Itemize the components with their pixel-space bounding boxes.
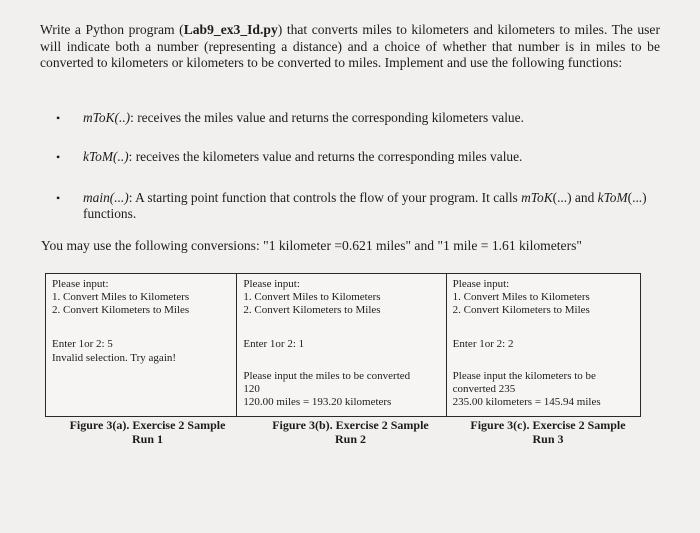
menu-line: 1. Convert Miles to Kilometers: [243, 291, 381, 303]
output-line: 120: [243, 383, 260, 395]
caption-line: Run 1: [131, 432, 163, 446]
output-line: 235.00 kilometers = 145.94 miles: [452, 396, 601, 408]
menu-line: 2. Convert Kilometers to Miles: [243, 304, 381, 316]
caption-line: Figure 3(c). Exercise 2 Sample: [470, 418, 626, 432]
menu-line: Please input:: [52, 278, 109, 290]
bullet-icon: •: [56, 191, 61, 205]
menu-text: [453, 278, 590, 317]
function-call: kToM: [597, 190, 628, 205]
output-line: converted 235: [452, 383, 516, 395]
output-line: 120.00 miles = 193.20 kilometers: [243, 396, 392, 408]
function-name: main(...): [83, 190, 129, 205]
choice-prompt: Enter 1or 2: 5: [52, 338, 113, 350]
function-name: mToK(..): [83, 110, 131, 125]
function-description: : receives the kilometers value and returns the corresponding miles value.: [128, 149, 523, 164]
assignment-intro: [40, 22, 660, 72]
conversion-note: You may use the following conversions: "1 kilometer =0.621 miles" and "1 mile = 1.61 kilometers": [41, 238, 582, 253]
menu-line: 2. Convert Kilometers to Miles: [452, 304, 590, 316]
sample-run-1: [46, 274, 237, 416]
sample-run-3: [447, 274, 640, 416]
figure-caption: [448, 418, 648, 446]
caption-line: Run 3: [532, 432, 564, 446]
choice-prompt: Enter 1or 2: 2: [452, 338, 514, 350]
menu-text: [52, 278, 189, 317]
menu-line: Please input:: [243, 278, 300, 290]
output-line: Please input the kilometers to be: [452, 370, 596, 382]
function-description-end: (...) functions.: [83, 190, 647, 221]
caption-line: Figure 3(a). Exercise 2 Sample: [69, 418, 226, 432]
menu-line: 2. Convert Kilometers to Miles: [52, 304, 190, 316]
output-line: Please input the miles to be converted: [243, 370, 411, 382]
run-output: [243, 370, 410, 409]
menu-line: 1. Convert Miles to Kilometers: [52, 291, 190, 303]
run-output: [453, 370, 601, 409]
intro-lead: Write a Python program (: [40, 22, 184, 37]
intro-filename: Lab9_ex3_Id.py: [183, 22, 278, 37]
sample-run-2: [237, 274, 446, 416]
choice-prompt: Enter 1or 2: 1: [243, 338, 305, 350]
function-description: : A starting point function that controls the flow of your program. It calls: [128, 190, 522, 205]
function-description-mid: (...) and: [552, 190, 598, 205]
output-line: Invalid selection. Try again!: [52, 352, 177, 364]
bullet-icon: •: [56, 150, 61, 164]
menu-line: Please input:: [452, 278, 510, 290]
function-description: : receives the miles value and returns the corresponding kilometers value.: [130, 110, 524, 125]
bullet-icon: •: [56, 111, 61, 125]
function-name: kToM(..): [83, 149, 129, 164]
intro-body: ) that converts miles to kilometers and kilometers to miles. The user will indicate both a number (representing a distance) and a choice of whether that number is in miles to be converted to kilometers or kilometers to be converted to miles. Implement and use the following functions:: [40, 22, 660, 70]
caption-line: Figure 3(b). Exercise 2 Sample: [272, 418, 429, 432]
sample-runs-table: [45, 273, 641, 417]
caption-line: Run 2: [334, 432, 366, 446]
figure-caption: [45, 418, 250, 446]
menu-line: 1. Convert Miles to Kilometers: [452, 291, 590, 303]
figure-caption: [243, 418, 458, 446]
menu-text: [243, 278, 380, 317]
function-call: mToK: [521, 190, 553, 205]
